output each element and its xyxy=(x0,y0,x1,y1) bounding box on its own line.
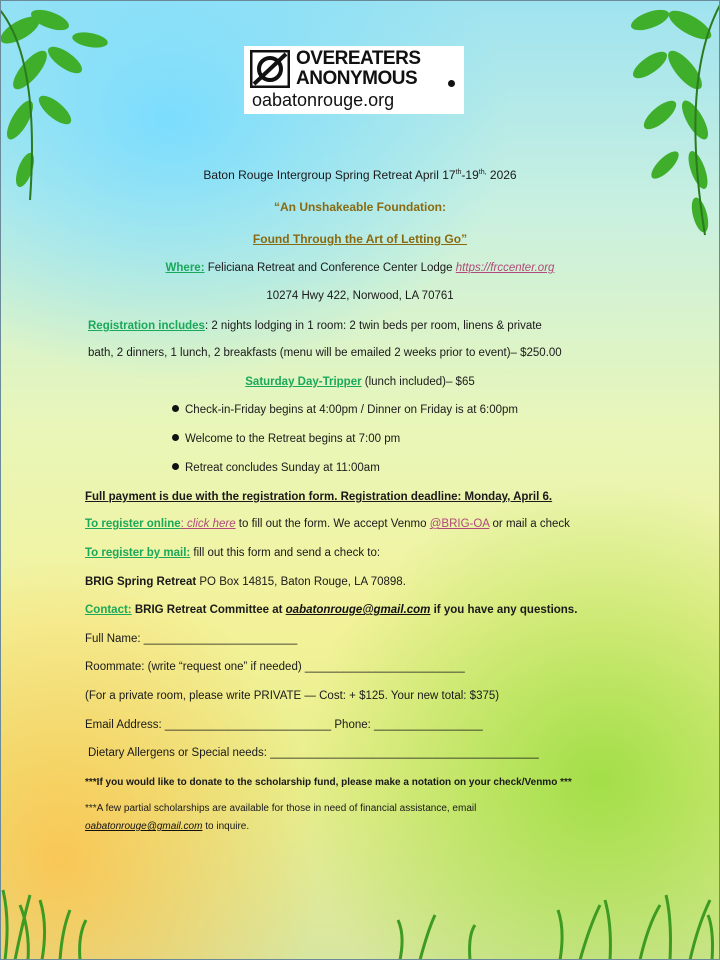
logo-word-overeaters: OVEREATERS xyxy=(296,48,421,69)
register-online-label: To register online xyxy=(85,518,181,530)
where-label: Where: xyxy=(165,262,205,274)
grass-bottom-decoration xyxy=(0,880,720,960)
scholarship-email-line: oabatonrouge@gmail.com to inquire. xyxy=(85,821,250,832)
contact-email-link[interactable]: oabatonrouge@gmail.com xyxy=(285,604,431,616)
address-line: 10274 Hwy 422, Norwood, LA 70761 xyxy=(266,290,454,302)
venmo-link[interactable]: @BRIG-OA xyxy=(429,518,490,530)
day-tripper-label: Saturday Day-Tripper xyxy=(245,376,362,388)
registered-mark-icon xyxy=(448,80,455,87)
payment-deadline: Full payment is due with the registration form. Registration deadline: Monday, April 6. xyxy=(85,491,553,503)
where-line: Where: Feliciana Retreat and Conference Center Lodge https://frccenter.org xyxy=(165,262,555,274)
register-online-line: To register online: click here to fill out the form. We accept Venmo @BRIG-OA or mail a check xyxy=(85,518,570,530)
click-here-link[interactable]: click here xyxy=(187,518,236,530)
retreat-title: Baton Rouge Intergroup Spring Retreat April $17th-19^{th,}$ 2026 xyxy=(203,168,517,182)
oa-logo xyxy=(244,46,464,114)
donation-note: ***If you would like to donate to the scholarship fund, please make a notation on your check/Venmo *** xyxy=(85,777,572,788)
day-tripper-line: Saturday Day-Tripper (lunch included)– $65 xyxy=(245,376,475,388)
bullet-icon xyxy=(172,405,179,412)
bullet-icon xyxy=(172,463,179,470)
bullet-item: Welcome to the Retreat begins at 7:00 pm xyxy=(172,433,400,445)
email-phone-field[interactable]: Email Address: __________________________ Phone: _________________ xyxy=(85,719,483,731)
register-mail-line: To register by mail: fill out this form and send a check to: xyxy=(85,547,381,559)
registration-label: Registration includes xyxy=(88,320,205,332)
register-mail-label: To register by mail: xyxy=(85,547,191,559)
scholarship-note: ***A few partial scholarships are available for those in need of financial assistance, email xyxy=(85,803,477,814)
bullet-item: Retreat concludes Sunday at 11:00am xyxy=(172,462,380,474)
roommate-field[interactable]: Roommate: (write “request one” if needed) _________________________ xyxy=(85,661,465,673)
logo-url: oabatonrouge.org xyxy=(252,90,395,110)
full-name-field[interactable]: Full Name: ________________________ xyxy=(85,633,298,645)
frccenter-link[interactable]: https://frccenter.org xyxy=(455,262,555,274)
bullet-icon xyxy=(172,434,179,441)
contact-line: Contact: BRIG Retreat Committee at oabatonrouge@gmail.com if you have any questions. xyxy=(85,604,578,616)
bullet-item: Check-in-Friday begins at 4:00pm / Dinner on Friday is at 6:00pm xyxy=(172,404,518,416)
scholarship-email-link[interactable]: oabatonrouge@gmail.com xyxy=(85,821,203,832)
registration-line-2: bath, 2 dinners, 1 lunch, 2 breakfasts (menu will be emailed 2 weeks prior to event)– $250.00 xyxy=(88,347,562,359)
private-room-note: (For a private room, please write PRIVATE — Cost: + $125. Your new total: $375) xyxy=(85,690,500,702)
contact-label: Contact: xyxy=(85,604,132,616)
mail-address-line: BRIG Spring Retreat PO Box 14815, Baton Rouge, LA 70898. xyxy=(85,576,406,588)
oa-logo-mark-icon xyxy=(250,50,290,88)
registration-line-1: Registration includes: 2 nights lodging in 1 room: 2 twin beds per room, linens & private xyxy=(88,320,542,332)
theme-line-2: Found Through the Art of Letting Go” xyxy=(252,232,468,246)
theme-line-1: “An Unshakeable Foundation: xyxy=(273,200,446,214)
dietary-field[interactable]: Dietary Allergens or Special needs: __________________________________________ xyxy=(88,747,539,759)
logo-word-anonymous: ANONYMOUS xyxy=(296,68,418,89)
